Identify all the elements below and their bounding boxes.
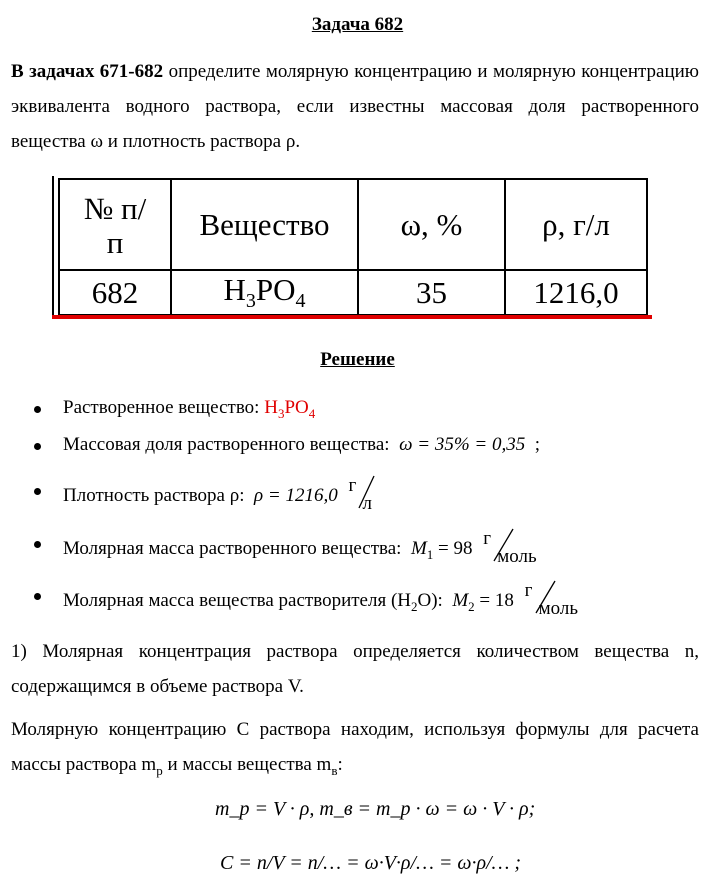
header-rho: ρ, г/л — [505, 179, 647, 270]
header-omega: ω, % — [358, 179, 505, 270]
cell-rho: 1216,0 — [505, 270, 647, 315]
unit-fraction: г моль — [524, 580, 579, 619]
paragraph-method: Молярную концентрацию C раствора находим, используя формулы для расчета массы раствора $m_р$ и массы вещества $m_в$: — [11, 719, 699, 778]
paragraph-molar-concentration: 1) Молярная концентрация раствора определяется количеством вещества n, содержащимся в объеме раствора V. — [11, 641, 699, 697]
bullet-dot — [34, 443, 41, 450]
equation-mass — [215, 798, 535, 821]
solute-molar-mass: $M_1 = 98$ — [410, 538, 473, 562]
unit-fraction: г моль — [483, 528, 537, 567]
table-row — [59, 270, 647, 315]
cell-omega: 35 — [358, 270, 505, 315]
table-header-row — [59, 179, 647, 270]
task-statement — [11, 54, 699, 159]
task-text: определите молярную концентрацию и молярную концентрацию эквивалента водного раствора, если известны массовая доля растворенного вещества ω и плотность раствора ρ. — [11, 61, 699, 152]
task-title: Задача 682 — [311, 14, 404, 35]
equation-concentration — [220, 852, 521, 875]
header-number — [59, 179, 171, 270]
equation-concentration-text: C = n/V = n/… = ω·V·ρ/… = ω·ρ/… ; — [220, 852, 522, 874]
bullet-dot — [34, 541, 41, 548]
header-substance: Вещество — [171, 179, 358, 270]
solvent-molar-mass: $M_2 = 18$ — [452, 590, 514, 614]
equation-mass-text: m_р = V · ρ, m_в = m_р · ω = ω · V · ρ; — [215, 798, 536, 820]
task-range: В задачах 671-682 — [11, 61, 164, 82]
header-number-label: № п/п — [83, 190, 147, 260]
density-formula: ρ = 1216,0 — [254, 485, 338, 506]
cell-substance: $H_3PO_4$ — [171, 270, 358, 315]
mass-fraction-formula: ω = 35% = 0,35 — [399, 434, 526, 455]
solution-title: Решение — [320, 349, 395, 370]
table-left-rule — [52, 176, 54, 319]
bullet-dot — [34, 593, 41, 600]
cell-number: 682 — [59, 270, 171, 315]
data-table — [52, 176, 652, 320]
solute-formula: $H_3PO_4$ — [264, 397, 316, 421]
table-red-underline — [52, 315, 652, 319]
unit-fraction: г л — [348, 479, 388, 515]
bullet-dot — [34, 488, 41, 495]
bullet-dot — [34, 406, 41, 413]
